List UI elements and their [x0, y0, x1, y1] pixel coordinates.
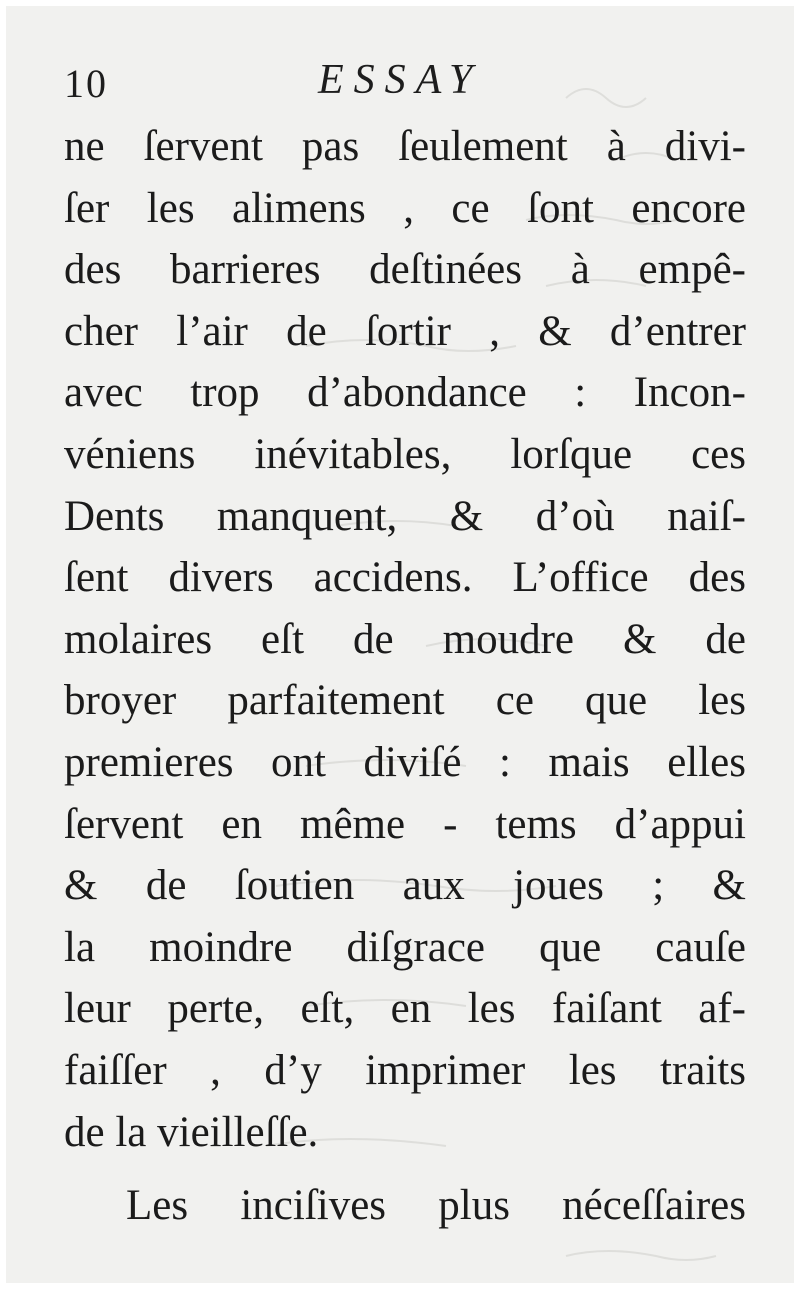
text-line: avec trop d’abondance : Incon-: [64, 369, 746, 417]
text-line: premieres ont diviſé : mais elles: [64, 738, 746, 786]
text-line: & de ſoutien aux joues ; &: [64, 862, 746, 910]
page-number: 10: [64, 61, 108, 106]
text-line: Dents manquent, & d’où naiſ-: [64, 492, 746, 540]
text-line: ſervent en même - tems d’appui: [64, 800, 746, 848]
text-line: des barrieres deſtinées à empê-: [64, 246, 746, 294]
text-line: broyer parfaitement ce que les: [64, 677, 746, 725]
text-line: ſent divers accidens. L’office des: [64, 554, 746, 602]
page-header: [6, 54, 794, 110]
text-line: véniens inévitables, lorſque ces: [64, 430, 746, 478]
text-line: leur perte, eſt, en les faiſant af-: [64, 985, 746, 1033]
book-page: [6, 6, 794, 1283]
body-text: [64, 116, 746, 1237]
text-line: molaires eſt de moudre & de: [64, 615, 746, 663]
paragraph-start-line: Les inciſives plus néceſſaires: [126, 1182, 746, 1230]
text-line: la moindre diſgrace que cauſe: [64, 923, 746, 971]
text-line: cher l’air de ſortir , & d’entrer: [64, 307, 746, 355]
running-head: ESSAY: [318, 57, 483, 103]
text-line: faiſſer , d’y imprimer les traits: [64, 1046, 746, 1094]
text-line: ſer les alimens , ce ſont encore: [64, 184, 746, 232]
paragraph-end-line: de la vieilleſſe.: [64, 1108, 319, 1156]
text-line: ne ſervent pas ſeulement à divi-: [64, 123, 746, 170]
